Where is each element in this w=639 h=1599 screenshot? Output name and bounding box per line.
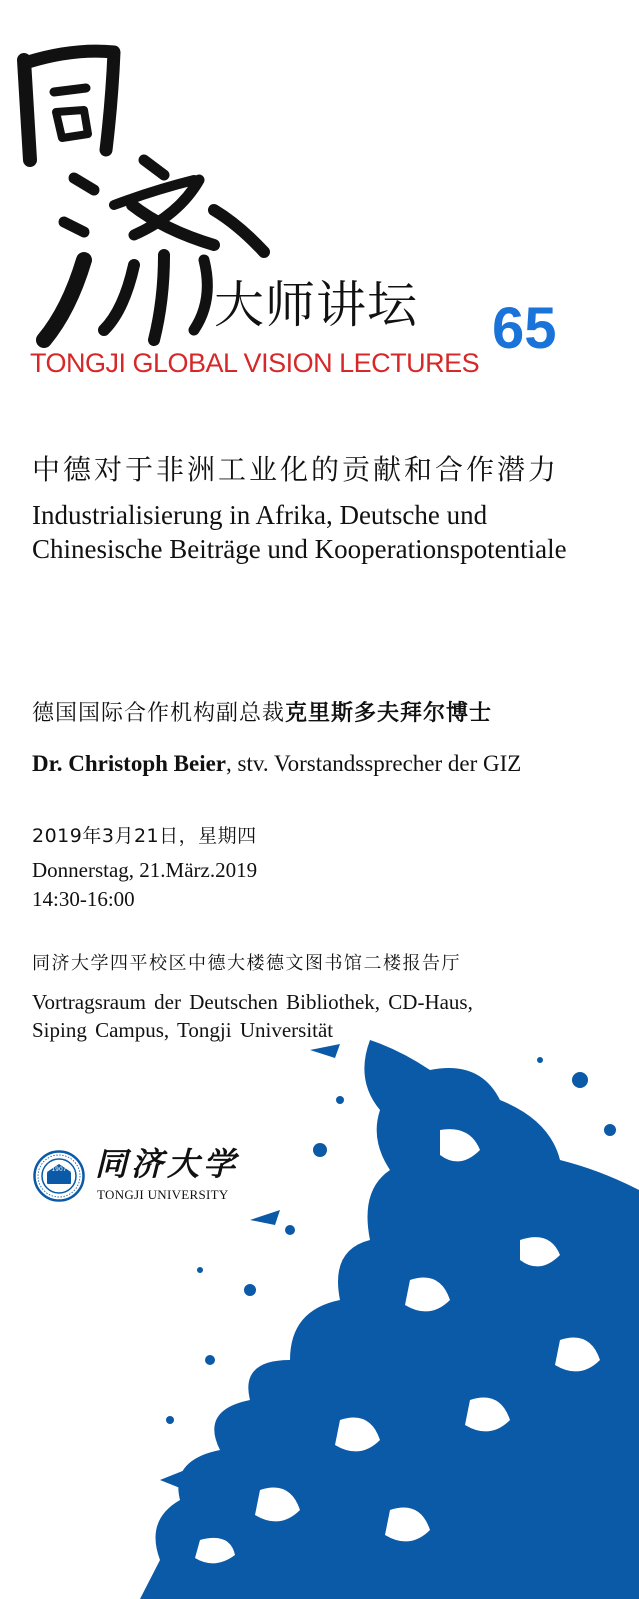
speaker-de (32, 752, 521, 775)
lecture-title-cn: 中德对于非洲工业化的贡献和合作潜力 (32, 453, 560, 486)
venue-de-line2: Siping Campus, Tongji Universität (32, 1018, 334, 1042)
speaker-role-cn: 德国国际合作机构副总裁 (32, 701, 286, 726)
seal-year: 1907 (51, 1166, 67, 1173)
lecture-title-de-line1: Industrialisierung in Afrika, Deutsche und (32, 500, 488, 530)
series-name-en: TONGJI GLOBAL VISION LECTURES (30, 348, 480, 378)
speaker-role-de: , stv. Vorstandssprecher der GIZ (226, 751, 522, 776)
speaker-name-cn: 克里斯多夫拜尔博士 (285, 700, 493, 726)
date-cn: 2019年3月21日，星期四 (32, 825, 257, 847)
series-name-cn: 大师讲坛 (214, 276, 418, 334)
lecture-number: 65 (492, 296, 557, 361)
speaker-name-de: Dr. Christoph Beier (32, 751, 227, 776)
venue-de-line1: Vortragsraum der Deutschen Bibliothek, CD-Haus, (32, 990, 473, 1014)
speaker-cn (32, 702, 492, 725)
university-name-en: TONGJI UNIVERSITY (97, 1187, 229, 1202)
ink-splash-decoration (140, 1040, 639, 1599)
venue-cn: 同济大学四平校区中德大楼德文图书馆二楼报告厅 (32, 953, 461, 974)
venue-de (32, 988, 592, 1044)
time: 14:30-16:00 (32, 887, 135, 911)
university-name-cn: 同济大学 (95, 1145, 240, 1183)
university-seal-icon (33, 1150, 85, 1202)
lecture-title-de (32, 498, 622, 566)
lecture-title-de-line2: Chinesische Beiträge und Kooperationspotentiale (32, 534, 567, 564)
date-de: Donnerstag, 21.März.2019 (32, 858, 258, 882)
